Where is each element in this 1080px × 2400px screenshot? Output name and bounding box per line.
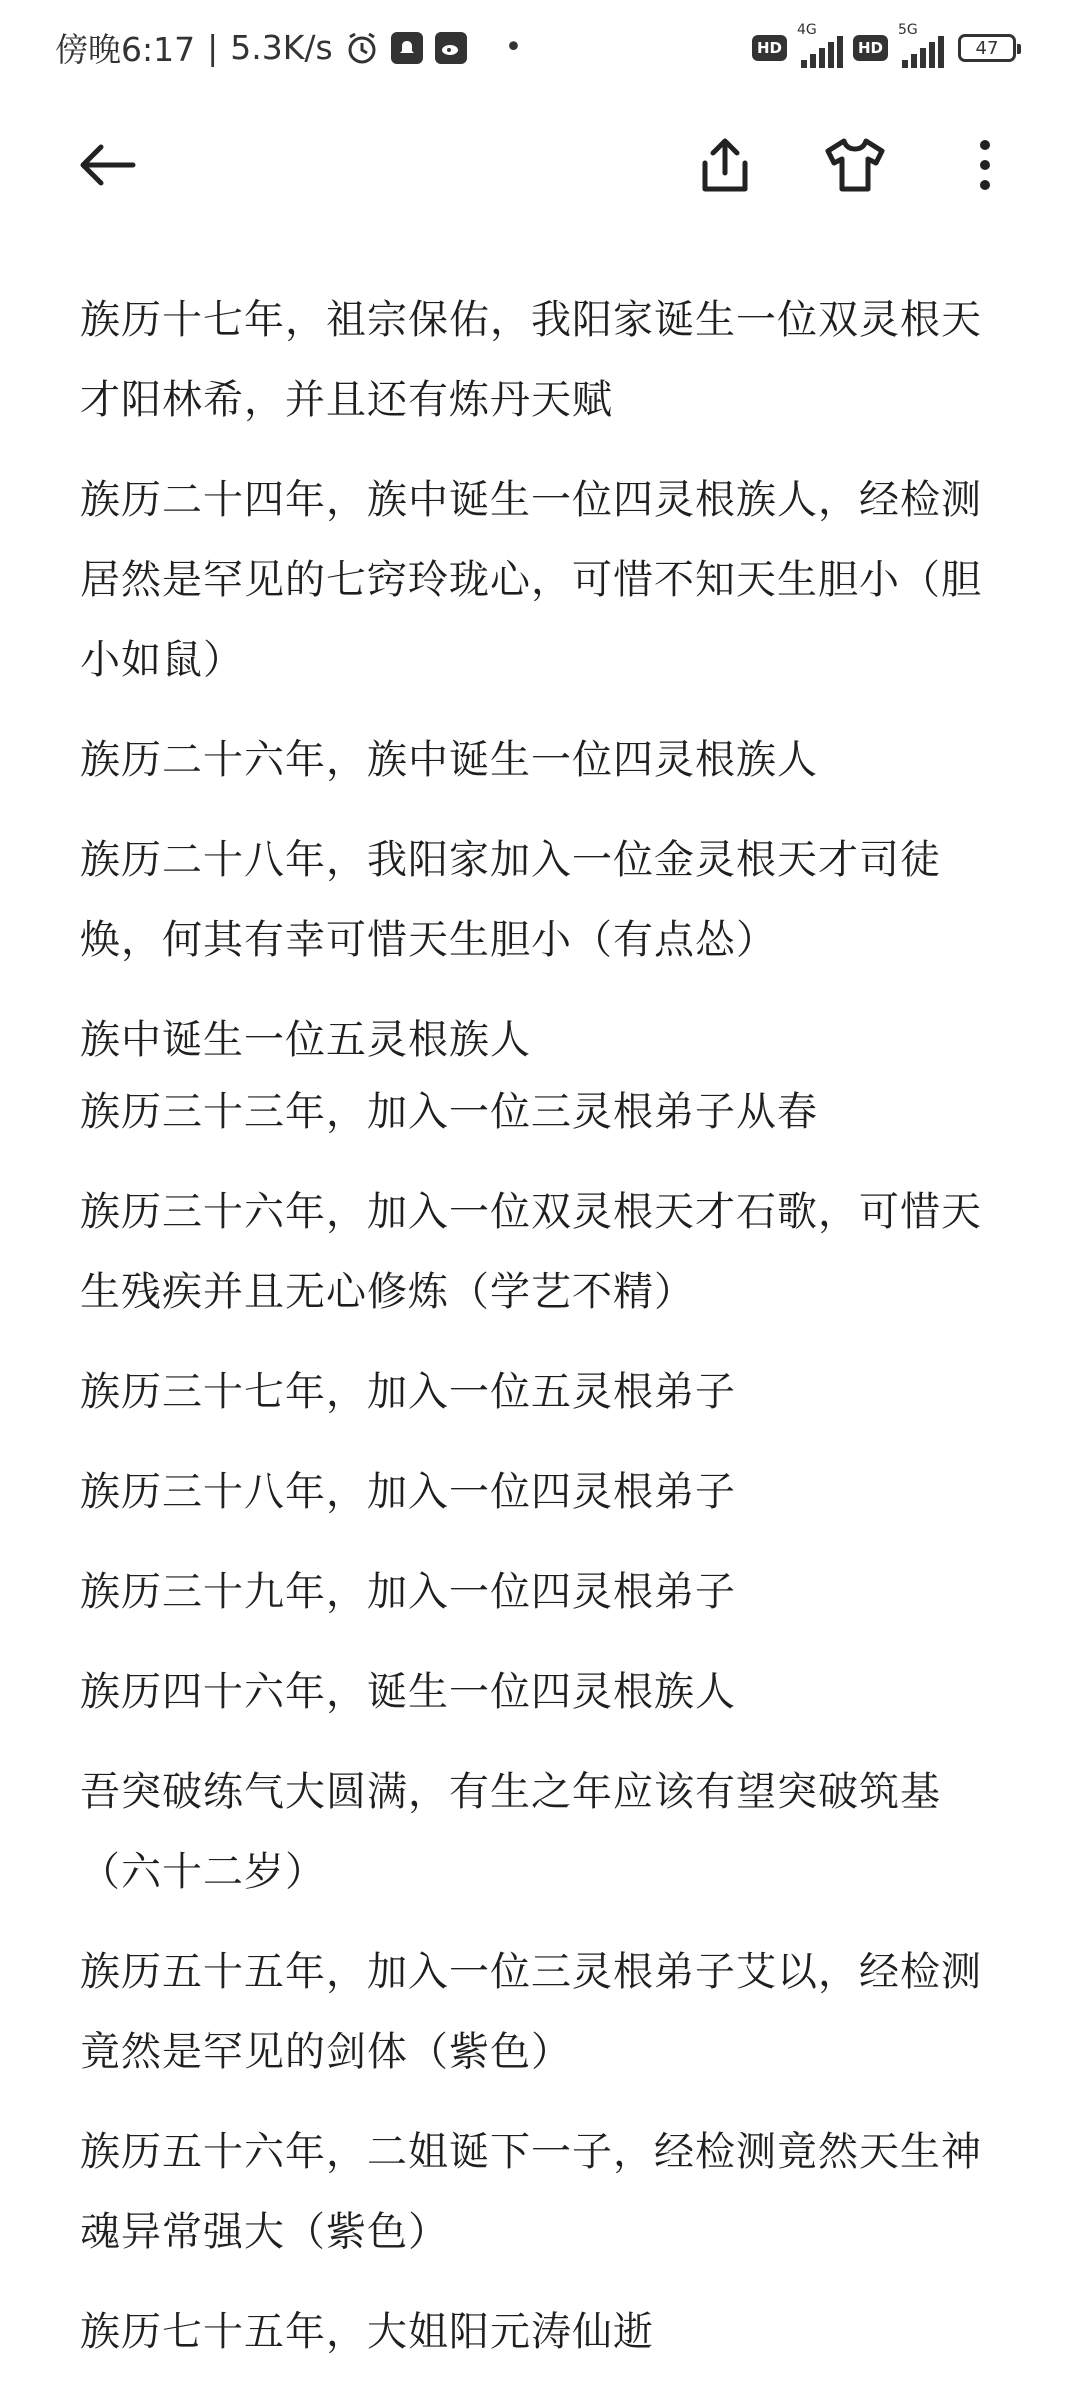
note-entry: 族历二十八年，我阳家加入一位金灵根天才司徒焕，何其有幸可惜天生胆小（有点怂） xyxy=(80,837,941,963)
status-left xyxy=(55,24,522,71)
hd-badge-2: HD xyxy=(853,35,888,61)
arrow-left-icon xyxy=(75,141,139,189)
battery-icon xyxy=(958,34,1016,62)
signal-5g xyxy=(898,22,944,68)
note-content[interactable] xyxy=(80,280,1010,2392)
note-entry: 族历四十六年，诞生一位四灵根族人 xyxy=(80,1669,736,1715)
note-entry: 族历五十五年，加入一位三灵根弟子艾以，经检测竟然是罕见的剑体（紫色） xyxy=(80,1949,982,2075)
theme-button[interactable] xyxy=(820,130,890,200)
signal-bars-icon xyxy=(902,36,944,68)
note-entry: 族历十七年，祖宗保佑，我阳家诞生一位双灵根天才阳林希，并且还有炼丹天赋 xyxy=(80,297,982,423)
note-entry: 族历二十六年，族中诞生一位四灵根族人 xyxy=(80,737,818,783)
note-entry: 族历二十四年，族中诞生一位四灵根族人，经检测居然是罕见的七窍玲珑心，可惜不知天生胆小（胆小如鼠） xyxy=(80,477,982,683)
divider: | xyxy=(207,28,219,67)
signal-4g xyxy=(796,22,843,68)
more-options-button[interactable] xyxy=(950,130,1020,200)
status-bar xyxy=(0,0,1080,96)
network-type-4g: 4G xyxy=(796,22,817,38)
more-vertical-icon xyxy=(975,137,995,193)
notification-icon xyxy=(391,32,423,64)
clock: 傍晚6:17 xyxy=(55,30,196,69)
note-entry: 族中诞生一位五灵根族人 xyxy=(80,1017,531,1063)
share-button[interactable] xyxy=(690,130,760,200)
alarm-icon xyxy=(345,31,379,65)
signal-bars-icon xyxy=(801,36,843,68)
back-button[interactable] xyxy=(72,130,142,200)
note-entry: 族历三十八年，加入一位四灵根弟子 xyxy=(80,1469,736,1515)
battery-level: 47 xyxy=(975,37,999,59)
network-speed: 5.3K/s xyxy=(230,28,333,67)
share-icon xyxy=(697,135,753,195)
note-entry: 族历三十六年，加入一位双灵根天才石歌，可惜天生残疾并且无心修炼（学艺不精） xyxy=(80,1189,982,1315)
note-entry: 族历三十七年，加入一位五灵根弟子 xyxy=(80,1369,736,1415)
hd-badge-1: HD xyxy=(752,35,787,61)
tshirt-icon xyxy=(824,137,886,193)
note-entry: 吾突破练气大圆满，有生之年应该有望突破筑基（六十二岁） xyxy=(80,1769,941,1895)
note-entry: 族历七十五年，大姐阳元涛仙逝 xyxy=(80,2309,654,2355)
network-type-5g: 5G xyxy=(898,22,918,38)
more-notifications-dot-icon: • xyxy=(504,30,523,65)
note-entry: 族历三十九年，加入一位四灵根弟子 xyxy=(80,1569,736,1615)
status-right xyxy=(752,22,1016,68)
weibo-icon xyxy=(435,32,467,64)
note-entry: 族历三十三年，加入一位三灵根弟子从春 xyxy=(80,1089,818,1135)
note-entry: 族历五十六年，二姐诞下一子，经检测竟然天生神魂异常强大（紫色） xyxy=(80,2129,982,2255)
top-toolbar xyxy=(0,110,1080,220)
